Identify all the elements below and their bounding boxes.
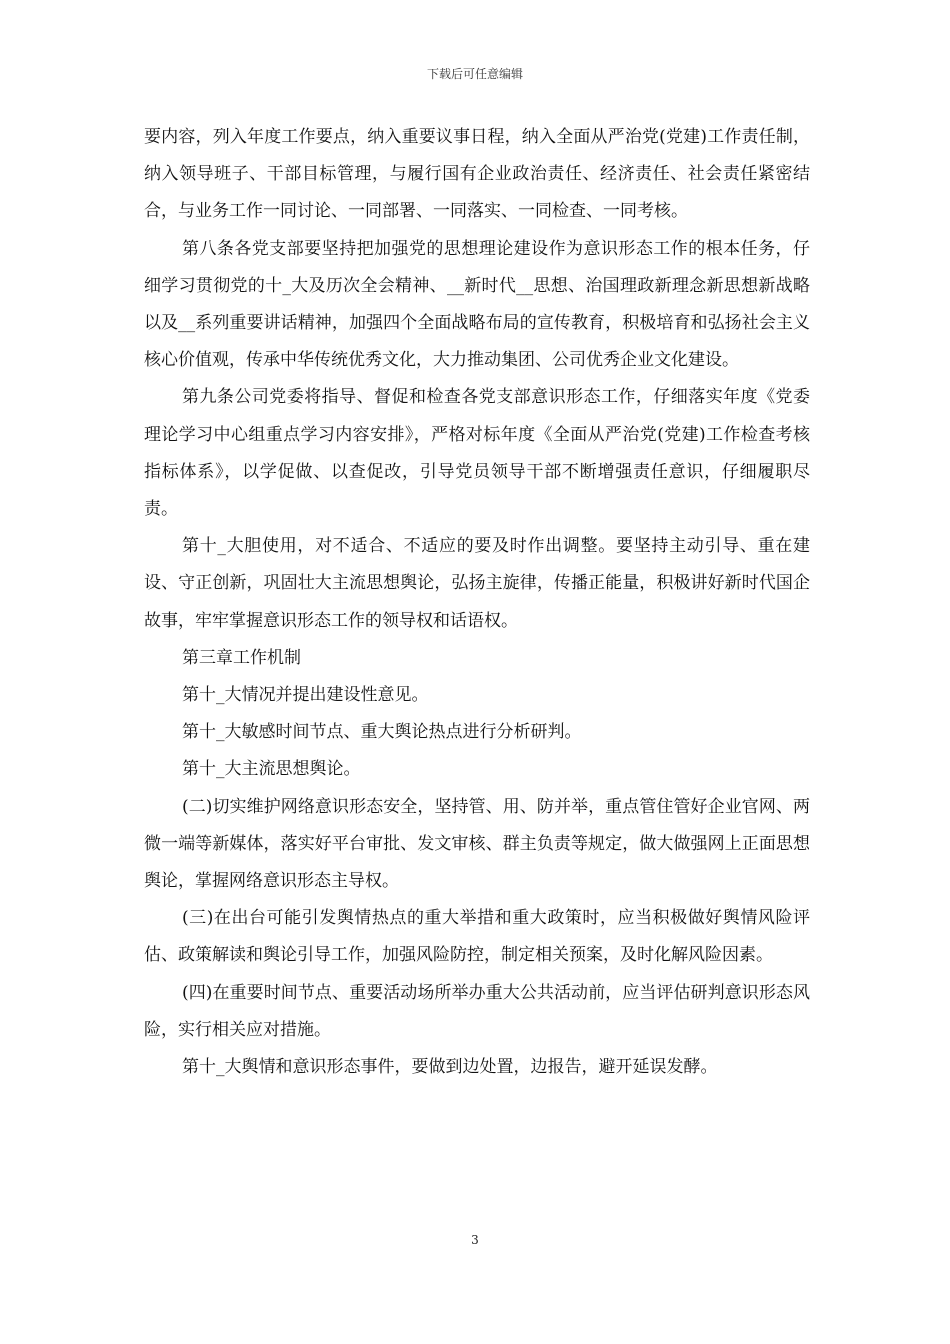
paragraph-item-4: (四)在重要时间节点、重要活动场所举办重大公共活动前，应当评估研判意识形态风险，实行相关应对措施。 [144,982,810,1040]
page-header: 下载后可任意编辑 [426,67,523,81]
paragraph-item-3: (三)在出台可能引发舆情热点的重大举措和重大政策时，应当积极做好舆情风险评估、政策解读和舆论引导工作，加强风险防控，制定相关预案，及时化解风险因素。 [144,908,810,966]
document-body [144,119,810,1086]
paragraph-article-8: 第八条各党支部要坚持把加强党的思想理论建设作为意识形态工作的根本任务，仔细学习贯彻党的十_大及历次全会精神、__新时代__思想、治国理政新理念新思想新战略以及__系列重要讲话精神，加强四个全面战略布局的宣传教育，积极培育和弘扬社会主义核心价值观，传承中华传统优秀文化，大力推动集团、公司优秀企业文化建设。 [144,238,810,371]
paragraph-article-11: 第十_大情况并提出建设性意见。 [182,685,429,706]
chapter-heading: 第三章工作机制 [182,647,301,668]
page-number: 3 [471,1233,479,1247]
paragraph-article-14: 第十_大舆情和意识形态事件，要做到边处置，边报告，避开延误发酵。 [182,1057,718,1078]
paragraph-article-9: 第九条公司党委将指导、督促和检查各党支部意识形态工作，仔细落实年度《党委理论学习中心组重点学习内容安排》，严格对标年度《全面从严治党(党建)工作检查考核指标体系》，以学促做、以查促改，引导党员领导干部不断增强责任意识，仔细履职尽责。 [144,387,810,520]
paragraph-article-13: 第十_大主流思想舆论。 [182,759,361,780]
paragraph-1: 要内容，列入年度工作要点，纳入重要议事日程，纳入全面从严治党(党建)工作责任制，纳入领导班子、干部目标管理，与履行国有企业政治责任、经济责任、社会责任紧密结合，与业务工作一同讨论、一同部署、一同落实、一同检查、一同考核。 [144,127,810,222]
paragraph-item-2: (二)切实维护网络意识形态安全，坚持管、用、防并举，重点管住管好企业官网、两微一端等新媒体，落实好平台审批、发文审核、群主负责等规定，做大做强网上正面思想舆论，掌握网络意识形态主导权。 [144,796,810,892]
paragraph-article-12: 第十_大敏感时间节点、重大舆论热点进行分析研判。 [182,722,582,743]
paragraph-article-10: 第十_大胆使用，对不适合、不适应的要及时作出调整。要坚持主动引导、重在建设、守正创新，巩固壮大主流思想舆论，弘扬主旋律，传播正能量，积极讲好新时代国企故事，牢牢掌握意识形态工作的领导权和话语权。 [144,536,810,631]
